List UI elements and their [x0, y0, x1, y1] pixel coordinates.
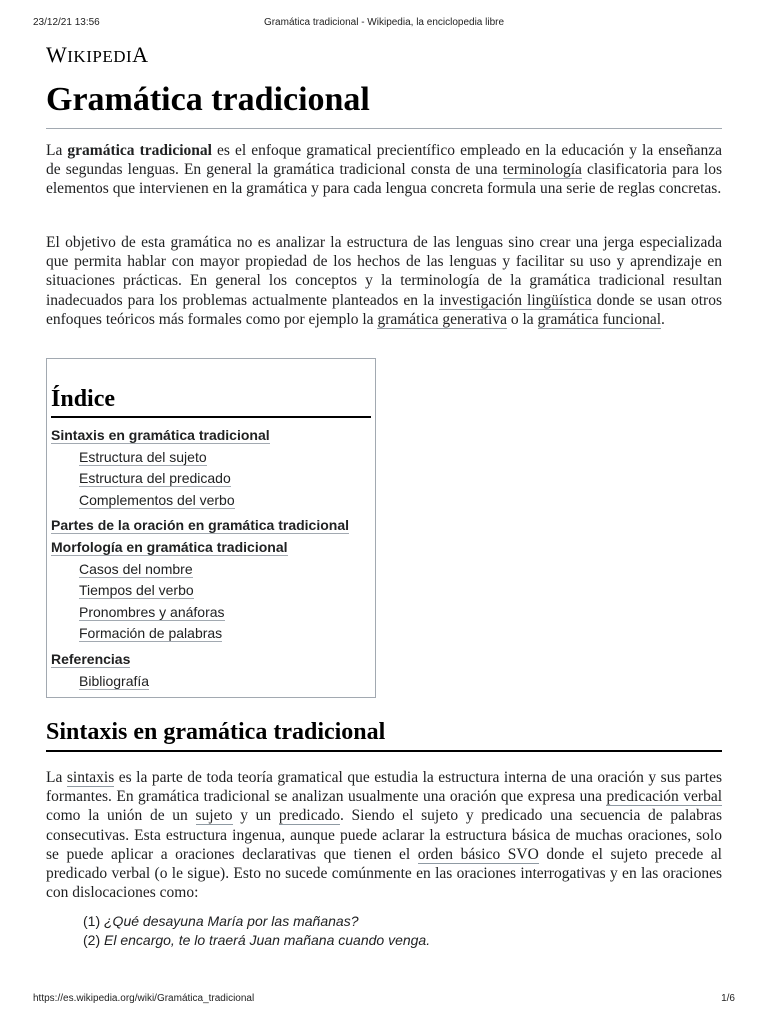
link-gramatica-generativa[interactable]: gramática generativa: [377, 310, 507, 328]
toc-item-bibliografia[interactable]: Bibliografía: [79, 672, 150, 689]
toc-item-partes-oracion[interactable]: Partes de la oración en gramática tradicional: [51, 517, 349, 534]
print-datetime: 23/12/21 13:56: [33, 17, 100, 28]
toc-item-referencias[interactable]: Referencias: [51, 650, 131, 667]
intro-paragraph: La gramática tradicional es el enfoque gramatical precientífico empleado en la educación y la enseñanza de segundas lenguas. En general la gramática tradicional consta de una terminología clasificatoria para los elementos que intervienen en la gramática y para cada lengua concreta formula una serie de reglas concretas.: [46, 142, 723, 198]
table-of-contents: [46, 358, 376, 698]
section-heading-sintaxis: Sintaxis en gramática tradicional: [46, 716, 722, 752]
article-subject-bold: gramática tradicional: [67, 142, 212, 159]
toc-item-estructura-predicado[interactable]: Estructura del predicado: [79, 470, 231, 487]
toc-list: [51, 425, 375, 692]
link-predicado[interactable]: predicado: [278, 807, 340, 825]
link-predicacion-verbal[interactable]: predicación verbal: [606, 788, 722, 806]
print-page-title: Gramática tradicional - Wikipedia, la enciclopedia libre: [263, 17, 505, 28]
toc-item-formacion-palabras[interactable]: Formación de palabras: [79, 625, 223, 642]
example-list: [83, 912, 430, 949]
example-1: (1) ¿Qué desayuna María por las mañanas?: [83, 913, 359, 929]
example-2: (2) El encargo, te lo traerá Juan mañana cuando venga.: [83, 931, 431, 948]
toc-item-tiempos-verbo[interactable]: Tiempos del verbo: [79, 582, 194, 599]
toc-item-sintaxis[interactable]: Sintaxis en gramática tradicional: [51, 427, 270, 443]
link-sujeto[interactable]: sujeto: [195, 807, 233, 825]
link-orden-basico-svo[interactable]: orden básico SVO: [417, 845, 539, 863]
print-footer: [0, 990, 768, 1006]
link-gramatica-funcional[interactable]: gramática funcional: [537, 310, 662, 328]
toc-item-morfologia[interactable]: Morfología en gramática tradicional: [51, 538, 288, 555]
print-url: https://es.wikipedia.org/wiki/Gramática_tradicional: [33, 993, 255, 1004]
wikipedia-logo[interactable]: WIKIPEDIA: [46, 42, 149, 67]
link-terminologia[interactable]: terminología: [502, 161, 582, 179]
print-header: [0, 14, 768, 30]
toc-item-estructura-sujeto[interactable]: Estructura del sujeto: [79, 448, 207, 465]
link-investigacion-linguistica[interactable]: investigación lingüística: [439, 291, 592, 309]
sintaxis-paragraph: La sintaxis es la parte de toda teoría gramatical que estudia la estructura interna de una oración y sus partes formantes. En gramática tradicional se analizan usualmente una oración que expresa una predicación verbal como la unión de un sujeto y un predicado. Siendo el sujeto y predicado una secuencia de palabras consecutivas. Esta estructura ingenua, aunque puede aclarar la estructura básica de muchas oraciones, solo se puede aplicar a oraciones declarativas que tienen el orden básico SVO donde el sujeto precede al predicado verbal (o le sigue). Esto no sucede comúnmente en las oraciones interrogativas y en las oraciones con dislocaciones como:: [46, 769, 723, 902]
objective-paragraph: El objetivo de esta gramática no es analizar la estructura de las lenguas sino crear una jerga especializada que permita hablar con mayor propiedad de los hechos de las lenguas y facilitar su uso y aprendizaje en situaciones prácticas. En general los conceptos y la terminología de la gramática tradicional resultan inadecuados para los problemas actualmente planteados en la investigación lingüística donde se usan otros enfoques teóricos más formales como por ejemplo la gramática generativa o la gramática funcional.: [46, 234, 722, 328]
link-sintaxis[interactable]: sintaxis: [66, 769, 115, 786]
page-title: Gramática tradicional: [46, 76, 722, 129]
toc-title: Índice: [51, 385, 371, 418]
toc-item-casos-nombre[interactable]: Casos del nombre: [79, 560, 193, 577]
print-page-number: 1/6: [721, 993, 735, 1004]
toc-item-complementos-verbo[interactable]: Complementos del verbo: [79, 491, 235, 508]
toc-item-pronombres-anaforas[interactable]: Pronombres y anáforas: [79, 603, 225, 620]
